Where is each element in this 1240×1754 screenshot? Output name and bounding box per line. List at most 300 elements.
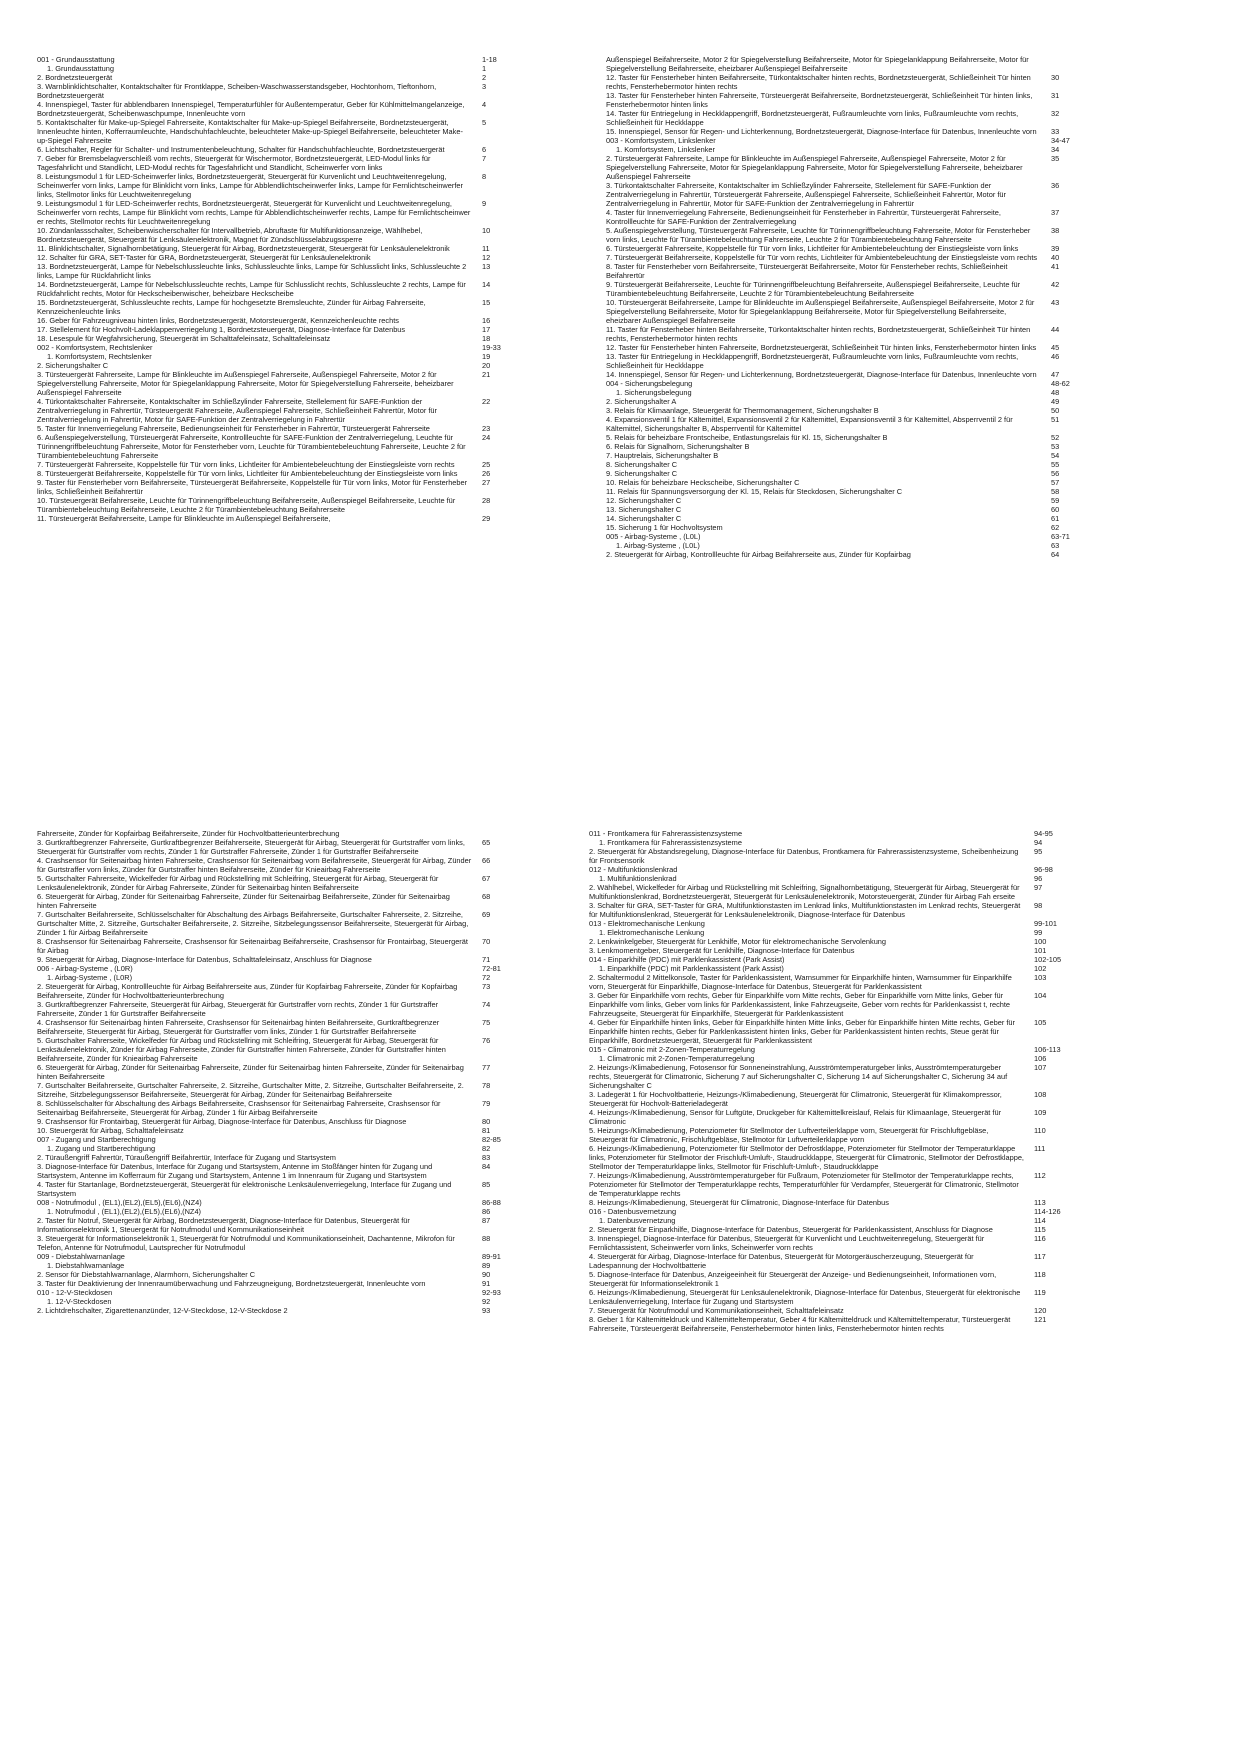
toc-section-entry bbox=[589, 1045, 1114, 1054]
toc-entry-title: 15. Sicherung 1 für Hochvoltsystem bbox=[606, 523, 723, 532]
toc-section-entry bbox=[606, 532, 1131, 541]
toc-sub-entry bbox=[37, 253, 562, 262]
toc-sub-entry bbox=[606, 460, 1131, 469]
toc-sub-entry bbox=[37, 910, 562, 937]
toc-entry-title: 3. Geber für Einparkhilfe vorn rechts, Geber für Einparkhilfe vorn Mitte rechts, Geber für Einparkhilfe vorn Mitte links, Geber für Einparkhilfe vorn links, Geber vorn links für Parklenkassistent, linke Fahrzeugseite, Geber vorn rechts für Parklenkassist t, rechte Fahrzeugseite, Steuergerät für Einparkhilfe, Steuergerät für Parklenkassistent bbox=[589, 991, 1011, 1018]
toc-entry-page: 38 bbox=[1051, 226, 1060, 235]
toc-entry-title: 2. Heizungs-/Klimabedienung, Fotosensor für Sonneneinstrahlung, Ausströmtemperaturgeber links, Ausströmtemperaturgeber rechts, Steuergerät für Climatronic, Sicherung 7 auf Sicherungshalter C, Sicherung 14 auf Sicherungshalter C, Sicherung 34 auf Sicherungshalter C bbox=[589, 1063, 1008, 1090]
toc-sub-entry bbox=[37, 1306, 562, 1315]
toc-column-top-left bbox=[37, 55, 562, 523]
toc-sub-entry bbox=[606, 253, 1131, 262]
toc-section-entry bbox=[606, 379, 1131, 388]
toc-sub-entry bbox=[37, 1180, 562, 1198]
toc-sub-entry bbox=[606, 451, 1131, 460]
toc-sub-entry bbox=[606, 181, 1131, 208]
toc-entry-title: 1. Zugang und Startberechtigung bbox=[47, 1144, 156, 1153]
toc-column-bottom-right bbox=[589, 829, 1114, 1333]
toc-entry-title: 1. Datenbusvernetzung bbox=[599, 1216, 676, 1225]
toc-sub-entry bbox=[37, 460, 562, 469]
toc-entry-page: 94 bbox=[1034, 838, 1043, 847]
toc-entry-title: 3. Türkontaktschalter Fahrerseite, Kontaktschalter im Schließzylinder Fahrerseite, Stellelement für SAFE-Funktion der Zentralverriegelung in Fahrertür, Türsteuergerät Fahrerseite, Außenspiegel Fahrerseite, Schließeinheit Fahrertür, Motor für Zentralverriegelung in Fahrertür, Motor für SAFE-Funktion der Zentralverriegelung in Fahrertür bbox=[606, 181, 1006, 208]
toc-sub-entry bbox=[37, 1018, 562, 1036]
toc-entry-page: 107 bbox=[1034, 1063, 1047, 1072]
toc-entry-page: 92 bbox=[482, 1297, 491, 1306]
toc-sub-entry bbox=[606, 550, 1131, 559]
toc-sub-entry bbox=[37, 298, 562, 316]
toc-entry-title: 7. Gurtschalter Beifahrerseite, Schlüsselschalter für Abschaltung des Airbags Beifahrerseite, Gurtschalter Fahrerseite, 2. Sitzreihe, Gurtschalter Mitte, 2. Sitzreihe, Gurtschalter Beifahrerseite, 2. Sitzreihe, Sitzbelegungssensor Beifahrerseite, Steuergerät für Airbag, Zünder 1 für Airbag Beifahrerseite bbox=[37, 910, 469, 937]
toc-entry-page: 89-91 bbox=[482, 1252, 501, 1261]
toc-entry-title: 14. Innenspiegel, Sensor für Regen- und Lichterkennung, Bordnetzsteuergerät, Diagnose-Interface für Datenbus, Innenleuchte vorn bbox=[606, 370, 1037, 379]
toc-sub-entry bbox=[589, 1090, 1114, 1108]
toc-sub-entry bbox=[37, 829, 562, 838]
toc-sub-entry bbox=[606, 505, 1131, 514]
toc-sub-entry bbox=[37, 874, 562, 892]
toc-entry-page: 3 bbox=[482, 82, 487, 91]
toc-entry-page: 44 bbox=[1051, 325, 1060, 334]
toc-sub-entry bbox=[606, 109, 1131, 127]
toc-entry-page: 42 bbox=[1051, 280, 1060, 289]
toc-sub-entry bbox=[589, 883, 1114, 901]
toc-entry-title: 1. Einparkhilfe (PDC) mit Parklenkassistent (Park Assist) bbox=[599, 964, 784, 973]
toc-sub-entry bbox=[606, 280, 1131, 298]
toc-sub-entry bbox=[589, 838, 1114, 847]
toc-entry-title: 17. Stellelement für Hochvolt-Ladeklappenverriegelung 1, Bordnetzsteuergerät, Diagnose-Interface für Datenbus bbox=[37, 325, 406, 334]
toc-sub-entry bbox=[37, 937, 562, 955]
toc-entry-page: 31 bbox=[1051, 91, 1060, 100]
toc-entry-title: 6. Heizungs-/Klimabedienung, Steuergerät für Lenksäulenelektronik, Diagnose-Interface für Datenbus, Steuergerät für elektronische Lenksäulenverriegelung, Interface für Zugang und Startsystem bbox=[589, 1288, 1021, 1306]
toc-entry-title: 1. Sicherungsbelegung bbox=[616, 388, 692, 397]
toc-entry-page: 1 bbox=[482, 64, 487, 73]
toc-entry-page: 73 bbox=[482, 982, 491, 991]
toc-sub-entry bbox=[606, 343, 1131, 352]
toc-sub-entry bbox=[589, 928, 1114, 937]
toc-entry-page: 120 bbox=[1034, 1306, 1047, 1315]
toc-entry-title: 2. Türaußengriff Fahrertür, Türaußengriff Beifahrertür, Interface für Zugang und Startsystem bbox=[37, 1153, 336, 1162]
toc-entry-title: 4. Innenspiegel, Taster für abblendbaren Innenspiegel, Temperaturfühler für Außentemperatur, Geber für Kühlmittelmangelanzeige, Bordnetzsteuergerät, Scheibenwaschpumpe, Innenleuchte vorn bbox=[37, 100, 465, 118]
toc-entry-title: 2. Wählhebel, Wickelfeder für Airbag und Rückstellring mit Schleifring, Signalhornbetätigung, Steuergerät für Airbag, Steuergerät für Multifunktionslenkrad, Bordnetzsteuergerät, Steuergerät für Lenksäulenelektronik, Motorsteuergerät, Zünder für Airbag Fah erseite bbox=[589, 883, 1020, 901]
toc-sub-entry bbox=[37, 1162, 562, 1180]
toc-entry-page: 28 bbox=[482, 496, 491, 505]
toc-entry-title: 6. Türsteuergerät Fahrerseite, Koppelstelle für Tür vorn links, Lichtleiter für Ambientebeleuchtung der Einstiegsleiste vorn links bbox=[606, 244, 1019, 253]
toc-entry-title: 3. Innenspiegel, Diagnose-Interface für Datenbus, Steuergerät für Kurvenlicht und Leuchtweitenregelung, Steuergerät für Fernlichtassistent, Scheinwerfer vorn links, Scheinwerfer vorn rechts bbox=[589, 1234, 985, 1252]
toc-section-entry bbox=[37, 1198, 562, 1207]
toc-entry-page: 76 bbox=[482, 1036, 491, 1045]
toc-sub-entry bbox=[37, 73, 562, 82]
toc-sub-entry bbox=[37, 856, 562, 874]
toc-entry-page: 106-113 bbox=[1034, 1045, 1061, 1054]
toc-sub-entry bbox=[37, 1126, 562, 1135]
toc-entry-page: 114 bbox=[1034, 1216, 1046, 1225]
toc-sub-entry bbox=[606, 388, 1131, 397]
toc-entry-page: 7 bbox=[482, 154, 487, 163]
toc-entry-title: 6. Heizungs-/Klimabedienung, Potenziometer für Stellmotor der Defrostklappe, Potenziometer für Stellmotor der Temperaturklappe links, Potenziometer für Stellmotor der Frischluft-Umluft-, Staudruckklappe, Steuergerät für Climatronic, Stellmotor der Defrostklappe, Stellmotor der Temperaturklappe links, Stellmotor für Frischluft-Umluft-, Staudruckklappe bbox=[589, 1144, 1024, 1171]
toc-sub-entry bbox=[589, 991, 1114, 1018]
toc-sub-entry bbox=[37, 973, 562, 982]
toc-entry-page: 67 bbox=[482, 874, 491, 883]
toc-entry-page: 22 bbox=[482, 397, 491, 406]
toc-entry-title: 9. Türsteuergerät Beifahrerseite, Leuchte für Türinnengriffbeleuchtung Beifahrerseite, Außenspiegel Beifahrerseite, Leuchte für Türambientebeleuchtung Beifahrerseite, Leuchte 2 für Türambientebeleuchtung Beifahrerseite bbox=[606, 280, 1021, 298]
toc-entry-page: 2 bbox=[482, 73, 487, 82]
toc-entry-title: 18. Lesespule für Wegfahrsicherung, Steuergerät im Schalttafeleinsatz, Schalttafeleinsatz bbox=[37, 334, 331, 343]
toc-sub-entry bbox=[606, 523, 1131, 532]
toc-entry-page: 109 bbox=[1034, 1108, 1047, 1117]
toc-section-entry bbox=[37, 343, 562, 352]
toc-entry-page: 43 bbox=[1051, 298, 1060, 307]
toc-sub-entry bbox=[606, 406, 1131, 415]
toc-sub-entry bbox=[37, 496, 562, 514]
toc-sub-entry bbox=[37, 955, 562, 964]
toc-entry-page: 115 bbox=[1034, 1225, 1046, 1234]
toc-entry-page: 105 bbox=[1034, 1018, 1047, 1027]
toc-entry-title: 007 - Zugang und Startberechtigung bbox=[37, 1135, 156, 1144]
toc-sub-entry bbox=[606, 55, 1131, 73]
toc-entry-page: 66 bbox=[482, 856, 491, 865]
toc-entry-page: 27 bbox=[482, 478, 491, 487]
toc-entry-title: 1. Multifunktionslenkrad bbox=[599, 874, 677, 883]
toc-sub-entry bbox=[589, 1306, 1114, 1315]
toc-entry-page: 34 bbox=[1051, 145, 1060, 154]
toc-entry-page: 50 bbox=[1051, 406, 1060, 415]
toc-entry-page: 81 bbox=[482, 1126, 491, 1135]
toc-sub-entry bbox=[37, 424, 562, 433]
toc-section-entry bbox=[37, 1288, 562, 1297]
toc-entry-title: 13. Sicherungshalter C bbox=[606, 505, 682, 514]
toc-entry-title: 9. Crashsensor für Frontairbag, Steuergerät für Airbag, Diagnose-Interface für Datenbus, Anschluss für Diagnose bbox=[37, 1117, 407, 1126]
toc-entry-page: 114-126 bbox=[1034, 1207, 1061, 1216]
toc-entry-page: 92-93 bbox=[482, 1288, 501, 1297]
toc-entry-page: 117 bbox=[1034, 1252, 1046, 1261]
toc-entry-title: 012 - Multifunktionslenkrad bbox=[589, 865, 678, 874]
toc-entry-title: 1. Elektromechanische Lenkung bbox=[599, 928, 705, 937]
toc-entry-title: 8. Geber 1 für Kältemitteldruck und Kältemitteltemperatur, Geber 4 für Kältemitteldruck und Kältemitteltemperatur, Türsteuergerät Fahrerseite, Türsteuergerät Beifahrerseite, Fensterhebermotor hinten links, Fensterhebermotor hinten rechts bbox=[589, 1315, 1011, 1333]
toc-sub-entry bbox=[37, 1279, 562, 1288]
toc-entry-page: 14 bbox=[482, 280, 491, 289]
toc-entry-title: 1. Diebstahlwarnanlage bbox=[47, 1261, 125, 1270]
toc-sub-entry bbox=[37, 244, 562, 253]
toc-entry-page: 29 bbox=[482, 514, 491, 523]
toc-entry-page: 64 bbox=[1051, 550, 1060, 559]
toc-entry-page: 58 bbox=[1051, 487, 1060, 496]
toc-entry-page: 84 bbox=[482, 1162, 491, 1171]
toc-entry-page: 45 bbox=[1051, 343, 1060, 352]
toc-sub-entry bbox=[606, 487, 1131, 496]
toc-sub-entry bbox=[606, 226, 1131, 244]
toc-sub-entry bbox=[37, 199, 562, 226]
toc-entry-title: 1. Climatronic mit 2-Zonen-Temperaturregelung bbox=[599, 1054, 755, 1063]
toc-sub-entry bbox=[37, 145, 562, 154]
toc-entry-page: 13 bbox=[482, 262, 491, 271]
toc-sub-entry bbox=[606, 478, 1131, 487]
toc-sub-entry bbox=[37, 1144, 562, 1153]
toc-sub-entry bbox=[37, 478, 562, 496]
toc-entry-page: 118 bbox=[1034, 1270, 1046, 1279]
toc-entry-title: 10. Zündanlassschalter, Scheibenwischerschalter für Intervallbetrieb, Abruftaste für Multifunktionsanzeige, Wählhebel, Bordnetzsteuergerät, Steuergerät für Lenksäulenelektronik, Magnet für Zündschlüsselabzugssperre bbox=[37, 226, 423, 244]
toc-sub-entry bbox=[37, 334, 562, 343]
toc-entry-title: 3. Taster für Deaktivierung der Innenraumüberwachung und Fahrzeugneigung, Bordnetzsteuergerät, Innenleuchte vorn bbox=[37, 1279, 426, 1288]
toc-entry-title: 13. Bordnetzsteuergerät, Lampe für Nebelschlussleuchte links, Schlussleuchte links, Lampe für Schlusslicht links, Schlussleuchte 2 links, Lampe für Rückfahrlicht links bbox=[37, 262, 467, 280]
toc-sub-entry bbox=[37, 352, 562, 361]
toc-entry-title: 3. Schalter für GRA, SET-Taster für GRA, Multifunktionstasten im Lenkrad links, Multifunktionstasten im Lenkrad rechts, Steuergerät für Multifunktionslenkrad, Steuergerät für Lenksäulenelektronik, Diagnose-Interface für Datenbus bbox=[589, 901, 1021, 919]
toc-entry-page: 71 bbox=[482, 955, 491, 964]
toc-section-entry bbox=[37, 55, 562, 64]
toc-entry-title: 7. Steuergerät für Notrufmodul und Kommunikationseinheit, Schalttafeleinsatz bbox=[589, 1306, 844, 1315]
toc-entry-page: 116 bbox=[1034, 1234, 1046, 1243]
toc-entry-title: 6. Steuergerät für Airbag, Zünder für Seitenairbag Fahrerseite, Zünder für Seitenairbag hinten Fahrerseite, Zünder für Seitenairbag hinten Beifahrerseite bbox=[37, 1063, 464, 1081]
toc-sub-entry bbox=[589, 1216, 1114, 1225]
toc-section-entry bbox=[589, 1207, 1114, 1216]
toc-entry-title: 1. Komfortsystem, Linkslenker bbox=[616, 145, 715, 154]
toc-sub-entry bbox=[37, 433, 562, 460]
toc-entry-title: 4. Heizungs-/Klimabedienung, Sensor für Luftgüte, Druckgeber für Kältemittelkreislauf, Relais für Klimaanlage, Steuergerät für Climatronic bbox=[589, 1108, 1002, 1126]
toc-section-entry bbox=[589, 955, 1114, 964]
toc-sub-entry bbox=[589, 1171, 1114, 1198]
toc-entry-page: 49 bbox=[1051, 397, 1060, 406]
toc-entry-page: 41 bbox=[1051, 262, 1060, 271]
toc-sub-entry bbox=[37, 892, 562, 910]
toc-entry-page: 61 bbox=[1051, 514, 1060, 523]
toc-sub-entry bbox=[589, 1018, 1114, 1045]
toc-entry-title: 14. Taster für Entriegelung in Heckklappengriff, Bordnetzsteuergerät, Fußraumleuchte vorn links, Fußraumleuchte vorn rechts, Schließeinheit für Heckklappe bbox=[606, 109, 1019, 127]
toc-entry-page: 16 bbox=[482, 316, 491, 325]
toc-entry-title: 4. Taster für Innenverriegelung Fahrerseite, Bedienungseinheit für Fensterheber in Fahrertür, Türsteuergerät Fahrerseite, Kontrollleuchte für SAFE-Funktion der Zentralverriegelung bbox=[606, 208, 1001, 226]
toc-entry-title: 4. Steuergerät für Airbag, Diagnose-Interface für Datenbus, Steuergerät für Motorgeräuscherzeugung, Steuergerät für Ladespannung der Hochvoltbatterie bbox=[589, 1252, 974, 1270]
toc-entry-page: 11 bbox=[482, 244, 490, 253]
toc-entry-title: 1. Grundausstattung bbox=[47, 64, 114, 73]
toc-entry-page: 72 bbox=[482, 973, 491, 982]
toc-entry-title: 2. Lenkwinkelgeber, Steuergerät für Lenkhilfe, Motor für elektromechanische Servolenkung bbox=[589, 937, 887, 946]
toc-sub-entry bbox=[37, 838, 562, 856]
toc-sub-entry bbox=[606, 208, 1131, 226]
toc-sub-entry bbox=[606, 262, 1131, 280]
toc-entry-title: 10. Türsteuergerät Beifahrerseite, Lampe für Blinkleuchte im Außenspiegel Beifahrerseite, Außenspiegel Beifahrerseite, Motor 2 für Spiegelverstellung Beifahrerseite, Motor für Spiegelanklappung Beifahrerseite, Motor für Spiegelverstellung Beifahrerseite, eheizbarer Außenspiegel Beifahrerseite bbox=[606, 298, 1035, 325]
toc-entry-page: 108 bbox=[1034, 1090, 1047, 1099]
toc-entry-page: 19 bbox=[482, 352, 491, 361]
toc-entry-page: 99-101 bbox=[1034, 919, 1058, 928]
toc-entry-title: 10. Steuergerät für Airbag, Schalttafeleinsatz bbox=[37, 1126, 184, 1135]
toc-entry-title: Außenspiegel Beifahrerseite, Motor 2 für Spiegelverstellung Beifahrerseite, Motor für Spiegelanklappung Beifahrerseite, Motor für Spiegelverstellung Beifahrerseite, eheizbarer Außenspiegel Beifahrerseite bbox=[606, 55, 1029, 73]
toc-entry-page: 51 bbox=[1051, 415, 1060, 424]
toc-entry-title: 013 - Elektromechanische Lenkung bbox=[589, 919, 705, 928]
toc-entry-title: 2. Sicherungshalter C bbox=[37, 361, 109, 370]
toc-entry-title: 8. Taster für Fensterheber vorn Beifahrerseite, Türsteuergerät Beifahrerseite, Motor für Fensterheber rechts, Schließeinheit Beifahrertür bbox=[606, 262, 1008, 280]
toc-entry-page: 101 bbox=[1034, 946, 1047, 955]
toc-entry-title: 4. Crashsensor für Seitenairbag hinten Fahrerseite, Crashsensor für Seitenairbag hinten Beifahrerseite, Gurtkraftbegrenzer Beifahrerseite, Steuergerät für Airbag, Steuergerät für Gurtstraffer vorn links, Zünder 1 für Gurtstraffer Beifahrerseite bbox=[37, 1018, 440, 1036]
toc-entry-page: 48 bbox=[1051, 388, 1060, 397]
toc-entry-page: 17 bbox=[482, 325, 491, 334]
toc-sub-entry bbox=[37, 1297, 562, 1306]
toc-entry-title: 7. Gurtschalter Beifahrerseite, Gurtschalter Fahrerseite, 2. Sitzreihe, Gurtschalter Mitte, 2. Sitzreihe, Gurtschalter Beifahrerseite, 2. Sitzreihe, Sitzbelegungssensor Beifahrerseite, Steuergerät für Airbag, Zünder für Seitenairbag Beifahrerseite bbox=[37, 1081, 464, 1099]
toc-sub-entry bbox=[606, 496, 1131, 505]
toc-entry-page: 23 bbox=[482, 424, 491, 433]
toc-entry-page: 34-47 bbox=[1051, 136, 1070, 145]
toc-entry-page: 60 bbox=[1051, 505, 1060, 514]
toc-entry-page: 106 bbox=[1034, 1054, 1047, 1063]
toc-entry-page: 72-81 bbox=[482, 964, 501, 973]
toc-entry-page: 39 bbox=[1051, 244, 1060, 253]
toc-entry-page: 47 bbox=[1051, 370, 1060, 379]
toc-entry-page: 25 bbox=[482, 460, 491, 469]
toc-sub-entry bbox=[606, 541, 1131, 550]
toc-sub-entry bbox=[37, 1081, 562, 1099]
toc-entry-title: 2. Sensor für Diebstahlwarnanlage, Alarmhorn, Sicherungshalter C bbox=[37, 1270, 256, 1279]
toc-sub-entry bbox=[37, 226, 562, 244]
toc-entry-page: 19-33 bbox=[482, 343, 501, 352]
toc-entry-page: 98 bbox=[1034, 901, 1043, 910]
toc-sub-entry bbox=[37, 1000, 562, 1018]
toc-sub-entry bbox=[37, 1063, 562, 1081]
toc-entry-title: 2. Taster für Notruf, Steuergerät für Airbag, Bordnetzsteuergerät, Diagnose-Interface für Datenbus, Steuergerät für Informationselektronik 1, Steuergerät für Notrufmodul und Kommunikationseinheit bbox=[37, 1216, 410, 1234]
toc-entry-title: 6. Steuergerät für Airbag, Zünder für Seitenairbag Fahrerseite, Zünder für Seitenairbag Beifahrerseite, Zünder für Seitenairbag hinten Fahrerseite bbox=[37, 892, 450, 910]
toc-entry-page: 83 bbox=[482, 1153, 491, 1162]
toc-entry-title: 4. Taster für Startanlage, Bordnetzsteuergerät, Steuergerät für elektronische Lenksäulenverriegelung, Interface für Zugang und Startsystem bbox=[37, 1180, 452, 1198]
toc-entry-page: 102 bbox=[1034, 964, 1047, 973]
toc-sub-entry bbox=[606, 325, 1131, 343]
toc-entry-title: 2. Steuergerät für Einparkhilfe, Diagnose-Interface für Datenbus, Steuergerät für Parklenkassistent, Anschluss für Diagnose bbox=[589, 1225, 993, 1234]
toc-entry-title: 13. Taster für Fensterheber hinten Fahrerseite, Türsteuergerät Beifahrerseite, Bordnetzsteuergerät, Schließeinheit Tür hinten links, Fensterhebermotor hinten links bbox=[606, 91, 1033, 109]
toc-sub-entry bbox=[589, 1108, 1114, 1126]
toc-entry-title: 11. Türsteuergerät Beifahrerseite, Lampe für Blinkleuchte im Außenspiegel Beifahrerseite, bbox=[37, 514, 331, 523]
toc-entry-page: 20 bbox=[482, 361, 491, 370]
toc-entry-title: 9. Leistungsmodul 1 für LED-Scheinwerfer rechts, Bordnetzsteuergerät, Steuergerät für Kurvenlicht und Leuchtweitenregelung, Scheinwerfer vorn rechts, Lampe für Blinklicht vorn rechts, Lampe für Abblendlichtscheinwerfer rechts, Lampe für Fernlichtscheinwer er rechts, Stellmotor rechts für Leuchtweitenregelung bbox=[37, 199, 471, 226]
toc-entry-title: 4. Expansionsventil 1 für Kältemittel, Expansionsventil 2 für Kältemittel, Expansionsventil 3 für Kältemittel, Absperrventil 2 für Kältemittel, Sicherungshalter B, Absperrventil für Kältemittel bbox=[606, 415, 1013, 433]
toc-sub-entry bbox=[37, 1036, 562, 1063]
toc-entry-page: 24 bbox=[482, 433, 491, 442]
toc-entry-title: 3. Steuergerät für Informationselektronik 1, Steuergerät für Notrufmodul und Kommunikationseinheit, Dachantenne, Mikrofon für Telefon, Antenne für Notrufmodul, Lautsprecher für Notrufmodul bbox=[37, 1234, 455, 1252]
toc-section-entry bbox=[606, 136, 1131, 145]
toc-entry-page: 104 bbox=[1034, 991, 1047, 1000]
toc-entry-page: 12 bbox=[482, 253, 491, 262]
toc-entry-page: 70 bbox=[482, 937, 491, 946]
toc-entry-page: 62 bbox=[1051, 523, 1060, 532]
toc-entry-page: 82 bbox=[482, 1144, 491, 1153]
toc-entry-title: 4. Crashsensor für Seitenairbag hinten Fahrerseite, Crashsensor für Seitenairbag vorn Beifahrerseite, Steuergerät für Airbag, Zünder für Gurtstraffer vorn links, Zünder für Gurtstraffer hinten Beifahrerseite, Zünder für Knieairbag Fahrerseite bbox=[37, 856, 472, 874]
toc-section-entry bbox=[589, 919, 1114, 928]
toc-entry-title: 9. Steuergerät für Airbag, Diagnose-Interface für Datenbus, Schalttafeleinsatz, Anschluss für Diagnose bbox=[37, 955, 372, 964]
toc-sub-entry bbox=[37, 1153, 562, 1162]
toc-sub-entry bbox=[37, 1216, 562, 1234]
toc-sub-entry bbox=[606, 298, 1131, 325]
toc-entry-page: 52 bbox=[1051, 433, 1060, 442]
toc-entry-title: 8. Crashsensor für Seitenairbag Fahrerseite, Crashsensor für Seitenairbag Beifahrerseite, Crashsensor für Frontairbag, Steuergerät für Airbag bbox=[37, 937, 468, 955]
toc-entry-title: 5. Außenspiegelverstellung, Türsteuergerät Fahrerseite, Leuchte für Türinnengriffbeleuchtung Fahrerseite, Motor für Fensterheber vorn links, Leuchte für Türambientebeleuchtung Fahrerseite, Leuchte 2 für Türambientebeleuchtung Fahrerseite bbox=[606, 226, 1031, 244]
toc-entry-title: 3. Relais für Klimaanlage, Steuergerät für Thermomanagement, Sicherungshalter B bbox=[606, 406, 879, 415]
toc-entry-page: 86 bbox=[482, 1207, 491, 1216]
toc-entry-title: 8. Leistungsmodul 1 für LED-Scheinwerfer links, Bordnetzsteuergerät, Steuergerät für Kurvenlicht und Leuchtweitenregelung, Scheinwerfer vorn links, Lampe für Blinklicht vorn links, Lampe für Abblendlichtscheinwerfer links, Lampe für Fernlichtscheinwerfer links, Stellmotor links für Leuchtweitenregelung bbox=[37, 172, 463, 199]
toc-section-entry bbox=[37, 1252, 562, 1261]
toc-sub-entry bbox=[606, 397, 1131, 406]
toc-entry-page: 87 bbox=[482, 1216, 491, 1225]
toc-entry-title: 1. Komfortsystem, Rechtslenker bbox=[47, 352, 152, 361]
toc-entry-title: 1. Notrufmodul , (EL1),(EL2),(EL5),(EL6),(NZ4) bbox=[47, 1207, 202, 1216]
toc-entry-title: 010 - 12-V-Steckdosen bbox=[37, 1288, 113, 1297]
toc-entry-page: 97 bbox=[1034, 883, 1043, 892]
toc-entry-page: 26 bbox=[482, 469, 491, 478]
toc-sub-entry bbox=[589, 874, 1114, 883]
toc-entry-title: 2. Steuergerät für Airbag, Kontrollleuchte für Airbag Beifahrerseite aus, Zünder für Kopfairbag bbox=[606, 550, 911, 559]
toc-sub-entry bbox=[606, 433, 1131, 442]
toc-entry-title: 015 - Climatronic mit 2-Zonen-Temperaturregelung bbox=[589, 1045, 755, 1054]
toc-entry-title: 002 - Komfortsystem, Rechtslenker bbox=[37, 343, 153, 352]
toc-entry-title: 15. Innenspiegel, Sensor für Regen- und Lichterkennung, Bordnetzsteuergerät, Diagnose-Interface für Datenbus, Innenleuchte vorn bbox=[606, 127, 1037, 136]
toc-entry-title: 3. Gurtkraftbegrenzer Fahrerseite, Steuergerät für Airbag, Steuergerät für Gurtstraffer vorn rechts, Zünder 1 für Gurtstraffer Fahrerseite, Zünder 1 für Gurtstraffer Beifahrerseite bbox=[37, 1000, 439, 1018]
toc-sub-entry bbox=[37, 1117, 562, 1126]
toc-entry-title: 004 - Sicherungsbelegung bbox=[606, 379, 693, 388]
toc-entry-title: 8. Schlüsselschalter für Abschaltung des Airbags Beifahrerseite, Crashsensor für Seitenairbag Fahrerseite, Crashsensor für Seitenairbag Beifahrerseite, Steuergerät für Airbag, Zünder 1 für Airbag Beifahrerseite bbox=[37, 1099, 441, 1117]
toc-entry-page: 121 bbox=[1034, 1315, 1047, 1324]
toc-entry-title: 7. Hauptrelais, Sicherungshalter B bbox=[606, 451, 719, 460]
toc-entry-page: 90 bbox=[482, 1270, 491, 1279]
toc-entry-page: 63-71 bbox=[1051, 532, 1070, 541]
toc-entry-title: 3. Warnblinklichtschalter, Kontaktschalter für Frontklappe, Scheiben-Waschwasserstandsgeber, Hochtonhorn, Tieftonhorn, Bordnetzsteuergerät bbox=[37, 82, 437, 100]
toc-entry-title: 5. Diagnose-Interface für Datenbus, Anzeigeeinheit für Steuergerät der Anzeige- und Bedienungseinheit, Informationen vorn, Steuergerät für Informationselektronik 1 bbox=[589, 1270, 997, 1288]
toc-entry-title: 3. Gurtkraftbegrenzer Fahrerseite, Gurtkraftbegrenzer Beifahrerseite, Steuergerät für Airbag, Steuergerät für Gurtstraffer vorn links, Steuergerät für Gurtstraffer vorn rechts, Zünder 1 für Gurtstraffer Fahrerseite, Zünder 1 für Gurtstraffer Beifahrerseite bbox=[37, 838, 465, 856]
toc-entry-page: 57 bbox=[1051, 478, 1060, 487]
toc-entry-page: 54 bbox=[1051, 451, 1060, 460]
toc-entry-page: 9 bbox=[482, 199, 487, 208]
toc-sub-entry bbox=[37, 100, 562, 118]
toc-entry-page: 74 bbox=[482, 1000, 491, 1009]
toc-sub-entry bbox=[37, 361, 562, 370]
toc-entry-page: 6 bbox=[482, 145, 487, 154]
toc-entry-title: 4. Türkontaktschalter Fahrerseite, Kontaktschalter im Schließzylinder Fahrerseite, Stellelement für SAFE-Funktion der Zentralverriegelung in Fahrertür, Türsteuergerät Fahrerseite, Außenspiegel Fahrerseite, Schließeinheit Fahrertür, Motor für Zentralverriegelung in Fahrertür, Motor für SAFE-Funktion der Zentralverriegelung in Fahrertür bbox=[37, 397, 437, 424]
toc-sub-entry bbox=[589, 1126, 1114, 1144]
toc-entry-title: 5. Kontaktschalter für Make-up-Spiegel Fahrerseite, Kontaktschalter für Make-up-Spiegel Beifahrerseite, Bordnetzsteuergerät, Innenleuchte hinten, Kofferraumleuchte, Handschuhfachleuchte, beleuchteter Make-up-Spiegel Beifahrerseite, beleuchteter Make-up-Spiegel Fahrerseite bbox=[37, 118, 463, 145]
toc-sub-entry bbox=[589, 1234, 1114, 1252]
toc-entry-page: 21 bbox=[482, 370, 491, 379]
toc-entry-title: 5. Taster für Innenverriegelung Fahrerseite, Bedienungseinheit für Fensterheber in Fahrertür, Türsteuergerät Fahrerseite bbox=[37, 424, 430, 433]
toc-entry-title: 005 - Airbag-Systeme , (L0L) bbox=[606, 532, 701, 541]
toc-entry-title: 2. Sicherungshalter A bbox=[606, 397, 677, 406]
toc-entry-page: 79 bbox=[482, 1099, 491, 1108]
toc-entry-title: 2. Lichtdrehschalter, Zigarettenanzünder, 12-V-Steckdose, 12-V-Steckdose 2 bbox=[37, 1306, 288, 1315]
toc-entry-page: 78 bbox=[482, 1081, 491, 1090]
toc-sub-entry bbox=[589, 1288, 1114, 1306]
toc-entry-page: 4 bbox=[482, 100, 487, 109]
toc-sub-entry bbox=[606, 415, 1131, 433]
toc-entry-page: 88 bbox=[482, 1234, 491, 1243]
toc-entry-page: 85 bbox=[482, 1180, 491, 1189]
toc-entry-page: 53 bbox=[1051, 442, 1060, 451]
toc-entry-title: 003 - Komfortsystem, Linkslenker bbox=[606, 136, 716, 145]
toc-sub-entry bbox=[589, 1270, 1114, 1288]
toc-entry-page: 96 bbox=[1034, 874, 1043, 883]
toc-entry-page: 75 bbox=[482, 1018, 491, 1027]
toc-entry-title: 14. Bordnetzsteuergerät, Lampe für Nebelschlussleuchte rechts, Lampe für Schlusslicht rechts, Schlussleuchte 2 rechts, Lampe für Rückfahrlicht rechts, Motor für Heckscheibenwischer, beheizbare Heckscheibe bbox=[37, 280, 466, 298]
toc-entry-page: 10 bbox=[482, 226, 491, 235]
toc-entry-title: 11. Relais für Spannungsversorgung der Kl. 15, Relais für Steckdosen, Sicherungshalter C bbox=[606, 487, 903, 496]
toc-entry-title: 10. Türsteuergerät Beifahrerseite, Leuchte für Türinnengriffbeleuchtung Beifahrerseite, Außenspiegel Beifahrerseite, Leuchte für Türambientebeleuchtung Beifahrerseite, Leuchte 2 für Türambientebeleuchtung Beifahrerseite bbox=[37, 496, 456, 514]
toc-entry-page: 63 bbox=[1051, 541, 1060, 550]
toc-sub-entry bbox=[37, 1261, 562, 1270]
toc-entry-title: 016 - Datenbusvernetzung bbox=[589, 1207, 677, 1216]
toc-sub-entry bbox=[37, 262, 562, 280]
toc-entry-title: 9. Sicherungshalter C bbox=[606, 469, 678, 478]
toc-entry-page: 113 bbox=[1034, 1198, 1046, 1207]
toc-entry-title: 3. Ladegerät 1 für Hochvoltbatterie, Heizungs-/Klimabedienung, Steuergerät für Climatronic, Steuergerät für Klimakompressor, Steuergerät für Hochvolt-Batterieladegerät bbox=[589, 1090, 1002, 1108]
toc-entry-title: 5. Gurtschalter Fahrerseite, Wickelfeder für Airbag und Rückstellring mit Schleifring, Steuergerät für Airbag, Steuergerät für Lenksäulenelektronik, Zünder für Airbag Fahrerseite, Zünder für Seitenairbag hinten Beifahrerseite bbox=[37, 874, 439, 892]
toc-entry-title: 12. Taster für Fensterheber hinten Beifahrerseite, Türkontaktschalter hinten rechts, Bordnetzsteuergerät, Schließeinheit Tür hinten rechts, Fensterhebermotor hinten rechts bbox=[606, 73, 1031, 91]
toc-entry-page: 96-98 bbox=[1034, 865, 1053, 874]
toc-entry-title: 6. Außenspiegelverstellung, Türsteuergerät Fahrerseite, Kontrollleuchte für SAFE-Funktion der Zentralverriegelung, Leuchte für Türinnengriffbeleuchtung Fahrerseite, Motor für Fensterheber vorn, Leuchte für Türambientebeleuchtung Fahrerseite, Leuchte 2 für Türambientebeleuchtung Fahrerseite bbox=[37, 433, 466, 460]
toc-section-entry bbox=[37, 964, 562, 973]
toc-entry-title: 7. Türsteuergerät Fahrerseite, Koppelstelle für Tür vorn links, Lichtleiter für Ambientebeleuchtung der Einstiegsleiste vorn rechts bbox=[37, 460, 455, 469]
toc-entry-title: 16. Geber für Fahrzeugniveau hinten links, Bordnetzsteuergerät, Motorsteuergerät, Kennzeichenleuchte rechts bbox=[37, 316, 399, 325]
toc-entry-title: 13. Taster für Entriegelung in Heckklappengriff, Bordnetzsteuergerät, Fußraumleuchte vorn links, Fußraumleuchte vorn rechts, Schließeinheit für Heckklappe bbox=[606, 352, 1019, 370]
toc-entry-page: 82-85 bbox=[482, 1135, 501, 1144]
toc-entry-page: 77 bbox=[482, 1063, 491, 1072]
toc-entry-title: 3. Lenkmomentgeber, Steuergerät für Lenkhilfe, Diagnose-Interface für Datenbus bbox=[589, 946, 855, 955]
toc-sub-entry bbox=[606, 154, 1131, 181]
